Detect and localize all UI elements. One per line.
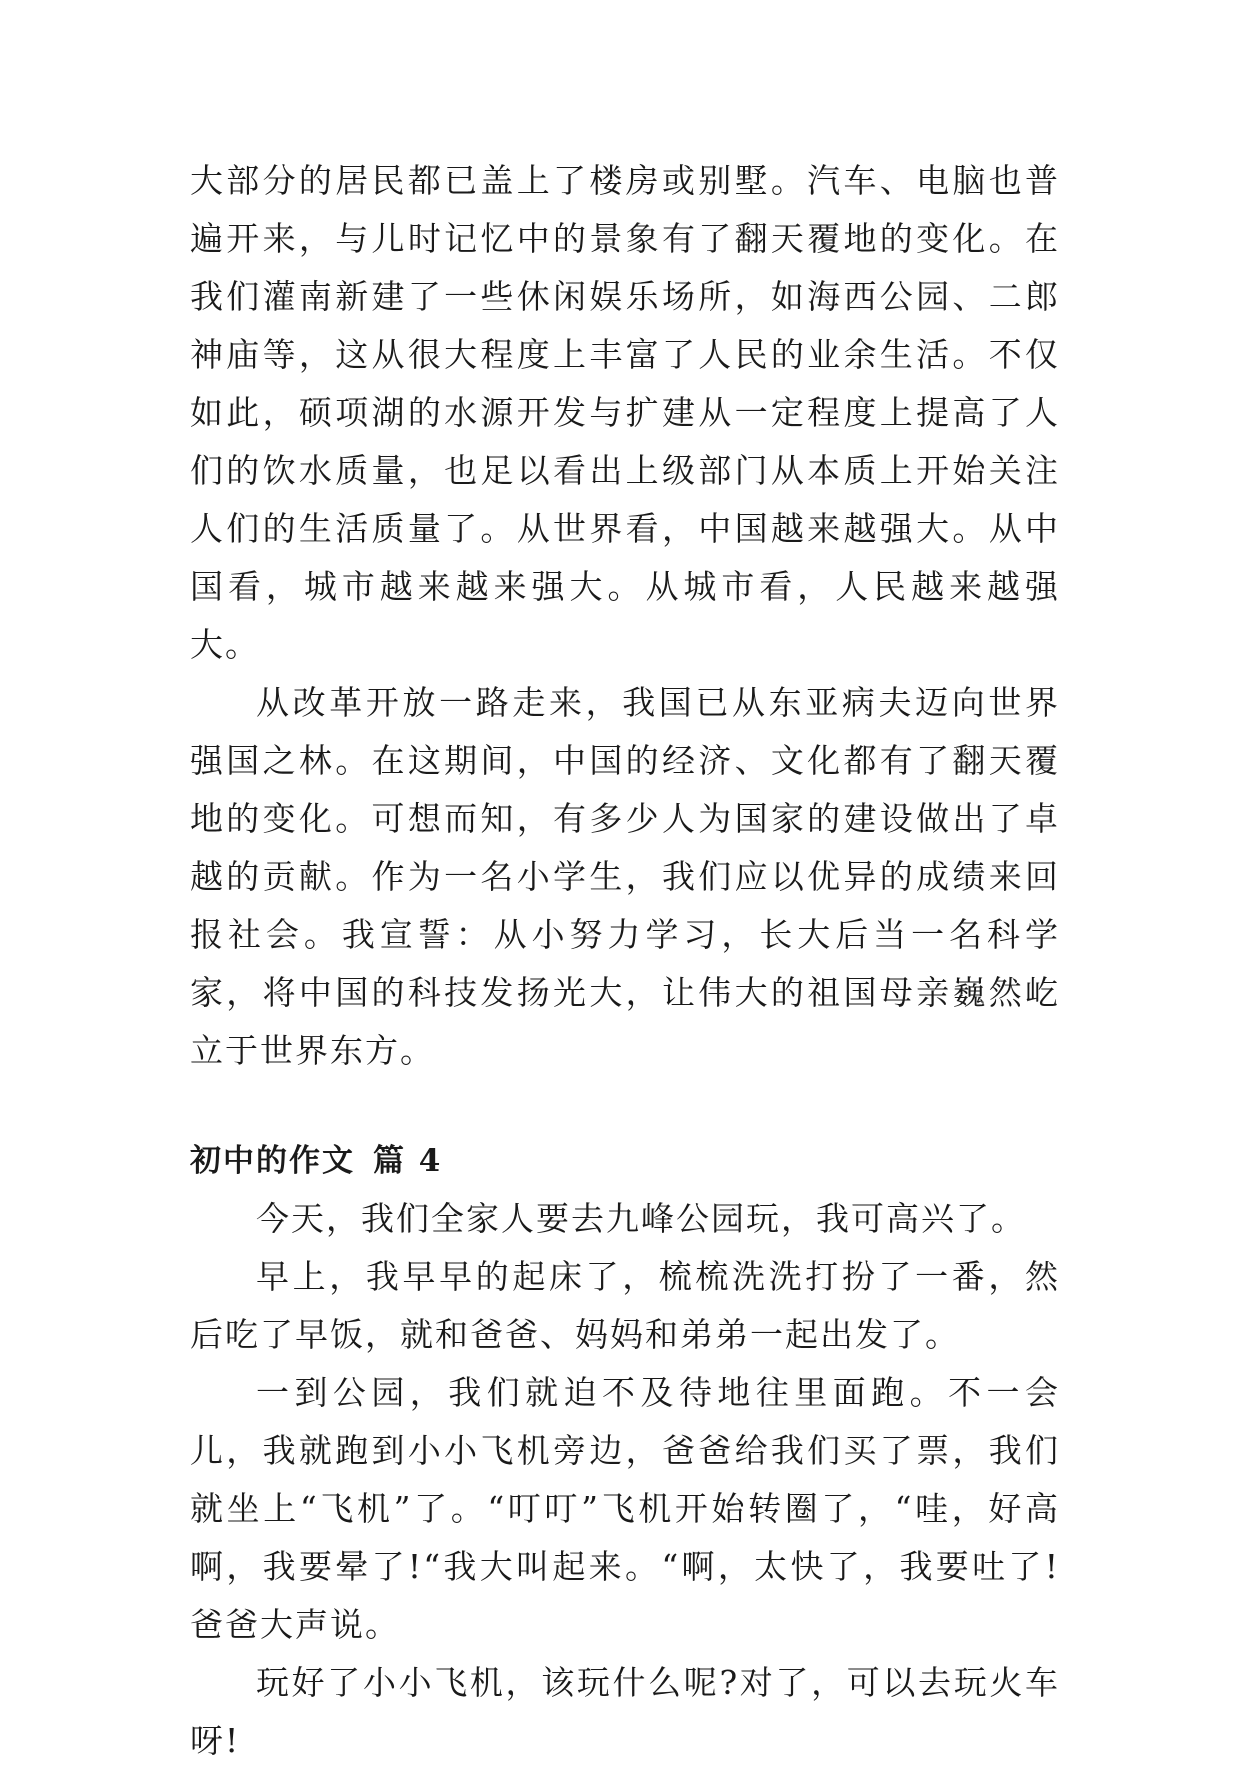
paragraph-train: 玩好了小小飞机，该玩什么呢?对了，可以去玩火车呀!: [190, 1663, 1060, 1760]
section-number: 篇 4: [373, 1143, 443, 1179]
paragraph-intro: 今天，我们全家人要去九峰公园玩，我可高兴了。: [256, 1199, 1026, 1238]
paragraph-reform: 从改革开放一路走来，我国已从东亚病夫迈向世界强国之林。在这期间，中国的经济、文化都有了翻天覆地的变化。可想而知，有多少人为国家的建设做出了卓越的贡献。作为一名小学生，我们应以优异的成绩来回报社会。我宣誓：从小努力学习，长大后当一名科学家，将中国的科技发扬光大，让伟大的祖国母亲巍然屹立于世界东方。: [190, 683, 1060, 1070]
paragraph-plane-ride: 一到公园，我们就迫不及待地往里面跑。不一会儿，我就跑到小小飞机旁边，爸爸给我们买了票，我们就坐上“飞机”了。“叮叮”飞机开始转圈了，“哇，好高啊，我要晕了!“我大叫起来。“啊，太快了，我要吐了!爸爸大声说。: [190, 1373, 1060, 1644]
paragraph-continuation: 大部分的居民都已盖上了楼房或别墅。汽车、电脑也普遍开来，与儿时记忆中的景象有了翻天覆地的变化。在我们灌南新建了一些休闲娱乐场所，如海西公园、二郎神庙等，这从很大程度上丰富了人民的业余生活。不仅如此，硕项湖的水源开发与扩建从一定程度上提高了人们的饮水质量，也足以看出上级部门从本质上开始关注人们的生活质量了。从世界看，中国越来越强大。从中国看，城市越来越来强大。从城市看，人民越来越强大。: [190, 161, 1060, 664]
section-title: 初中的作文: [190, 1143, 355, 1179]
paragraph-morning: 早上，我早早的起床了，梳梳洗洗打扮了一番，然后吃了早饭，就和爸爸、妈妈和弟弟一起出发了。: [190, 1257, 1060, 1354]
document-page: [190, 152, 1060, 1770]
section-heading: [190, 1132, 1060, 1190]
